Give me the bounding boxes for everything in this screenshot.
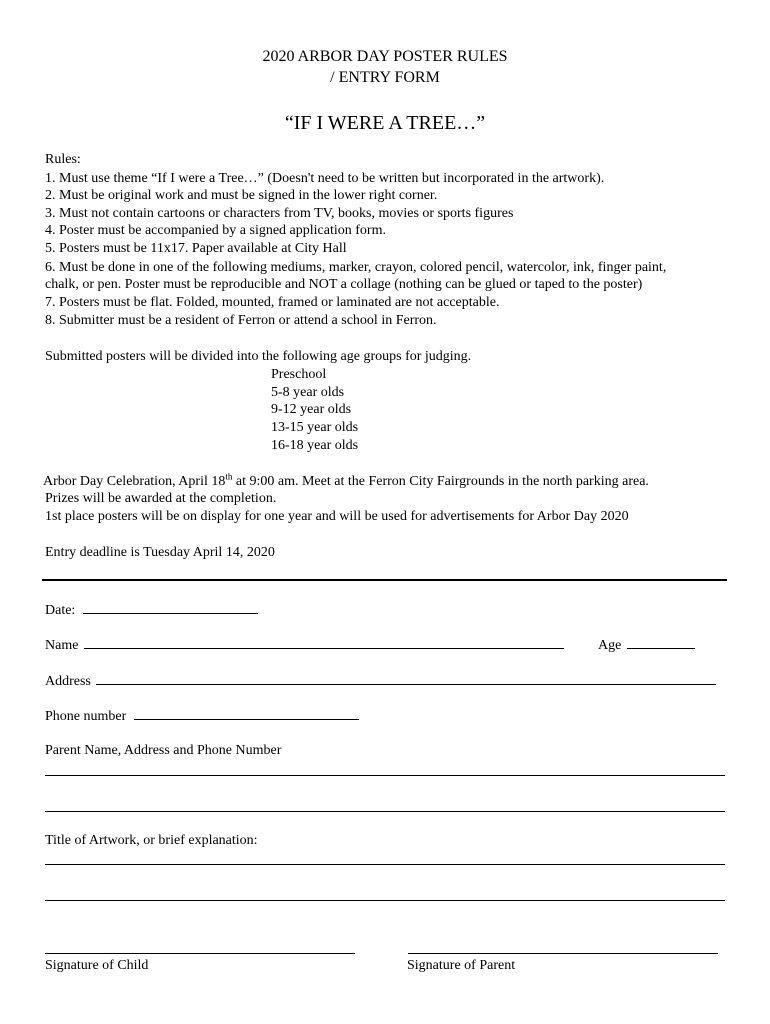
rule-item: 6. Must be done in one of the following mediums, marker, crayon, colored pencil, watercolor, ink, finger paint, <box>45 260 667 275</box>
age-groups-intro: Submitted posters will be divided into the following age groups for judging. <box>45 349 472 364</box>
artwork-title-label: Title of Artwork, or brief explanation: <box>45 833 258 848</box>
celebration-line3: 1st place posters will be on display for one year and will be used for advertisements for Arbor Day 2020 <box>45 509 629 524</box>
age-label: Age <box>598 638 622 653</box>
rule-item: 5. Posters must be 11x17. Paper available at City Hall <box>45 241 347 256</box>
rule-item: 7. Posters must be flat. Folded, mounted, framed or laminated are not acceptable. <box>45 295 500 310</box>
phone-label: Phone number <box>45 709 127 724</box>
parent-info-label: Parent Name, Address and Phone Number <box>45 743 282 758</box>
age-group-item: 13-15 year olds <box>271 420 359 435</box>
title-line1: 2020 ARBOR DAY POSTER RULES <box>262 48 508 65</box>
child-signature-line[interactable] <box>45 953 355 954</box>
parent-info-line[interactable] <box>45 811 725 812</box>
address-field[interactable] <box>45 672 716 690</box>
name-label: Name <box>45 638 79 653</box>
artwork-title-line[interactable] <box>45 864 725 865</box>
phone-blank[interactable] <box>134 707 359 720</box>
phone-field[interactable] <box>45 707 359 725</box>
age-group-item: Preschool <box>271 367 327 382</box>
address-blank[interactable] <box>96 672 716 685</box>
rule-item-continued: chalk, or pen. Poster must be reproducible and NOT a collage (nothing can be glued or taped to the poster) <box>45 277 643 292</box>
date-field[interactable] <box>45 601 258 619</box>
theme-heading: “IF I WERE A TREE…” <box>284 112 486 134</box>
celebration-line2: Prizes will be awarded at the completion. <box>45 491 277 506</box>
name-field[interactable] <box>45 636 564 654</box>
rule-item: 1. Must use theme “If I were a Tree…” (Doesn't need to be written but incorporated in the artwork). <box>45 171 605 186</box>
rules-heading: Rules: <box>45 152 81 167</box>
entry-deadline: Entry deadline is Tuesday April 14, 2020 <box>45 545 275 560</box>
form-divider <box>42 579 727 581</box>
age-group-item: 5-8 year olds <box>271 385 345 400</box>
date-label: Date: <box>45 603 76 618</box>
age-group-item: 16-18 year olds <box>271 438 359 453</box>
name-blank[interactable] <box>84 636 564 649</box>
rule-item: 3. Must not contain cartoons or characters from TV, books, movies or sports figures <box>45 206 514 221</box>
parent-signature-label: Signature of Parent <box>407 958 516 973</box>
title-line2: / ENTRY FORM <box>330 69 440 86</box>
age-blank[interactable] <box>627 636 695 649</box>
date-blank[interactable] <box>83 601 258 614</box>
rule-item: 2. Must be original work and must be signed in the lower right corner. <box>45 188 438 203</box>
child-signature-label: Signature of Child <box>45 958 149 973</box>
age-field[interactable] <box>598 636 695 654</box>
address-label: Address <box>45 674 91 689</box>
parent-info-line[interactable] <box>45 775 725 776</box>
parent-signature-line[interactable] <box>408 953 718 954</box>
rule-item: 4. Poster must be accompanied by a signed application form. <box>45 223 386 238</box>
celebration-line1: Arbor Day Celebration, April 18th at 9:00 am. Meet at the Ferron City Fairgrounds in the north parking area. <box>43 471 649 489</box>
rule-item: 8. Submitter must be a resident of Ferron or attend a school in Ferron. <box>45 313 437 328</box>
artwork-title-line[interactable] <box>45 900 725 901</box>
age-group-item: 9-12 year olds <box>271 402 352 417</box>
